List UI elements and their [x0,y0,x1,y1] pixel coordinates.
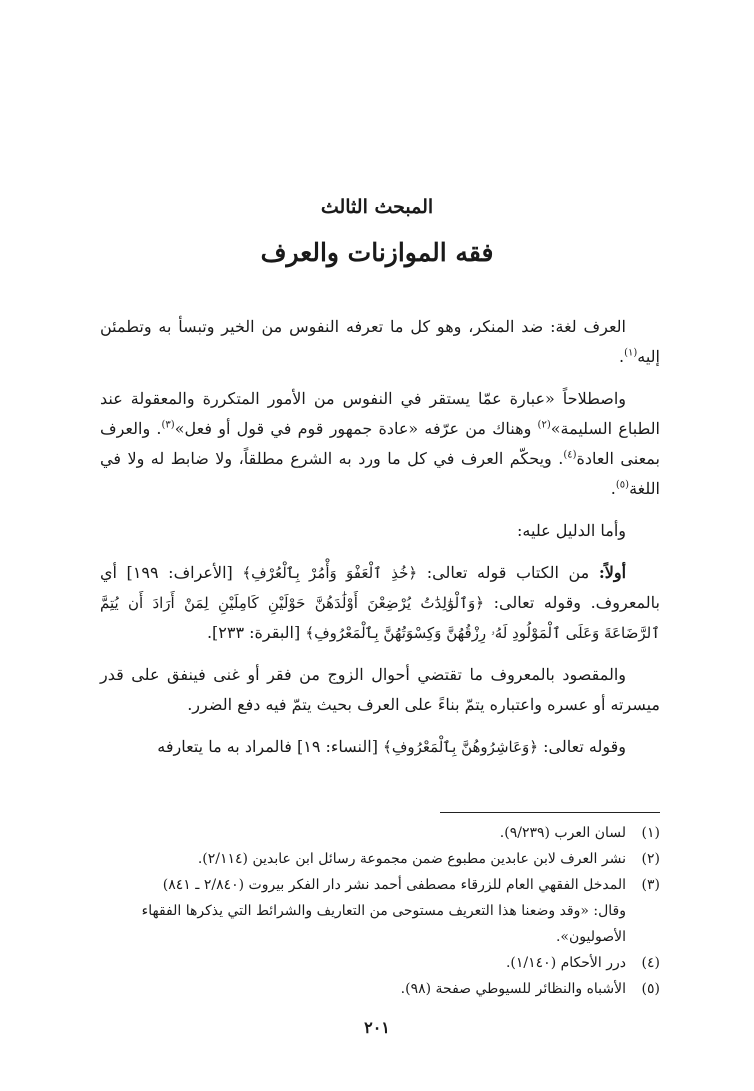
first-point-label: أولاً: [598,563,627,582]
footnote-ref: (٢) [537,419,551,431]
paragraph-evidence-quran: أولاً: من الكتاب قوله تعالى: ﴿خُذِ ٱلْعَفْوَ وَأْمُرْ بِٱلْعُرْفِ﴾ [الأعراف: ١٩٩] أي بالمعروف. وقوله تعالى: ﴿وَٱلْوَٰلِدَٰتُ يُرْضِعْنَ أَوْلَٰدَهُنَّ حَوْلَيْنِ كَامِلَيْنِ لِمَنْ أَرَادَ أَن يُتِمَّ ٱلرَّضَاعَةَ وَعَلَى ٱلْمَوْلُودِ لَهُۥ رِزْقُهُنَّ وَكِسْوَتُهُنَّ بِٱلْمَعْرُوفِ﴾ [البقرة: ٢٣٣]. [100,563,660,642]
quran-verse: ﴿وَٱلْوَٰلِدَٰتُ يُرْضِعْنَ أَوْلَٰدَهُنَّ حَوْلَيْنِ كَامِلَيْنِ لِمَنْ أَرَادَ أَن يُتِمَّ ٱلرَّضَاعَةَ وَعَلَى ٱلْمَوْلُودِ لَهُۥ رِزْقُهُنَّ وَكِسْوَتُهُنَّ بِٱلْمَعْرُوفِ﴾ [100,594,660,642]
body-text [100,312,660,774]
verse-citation: [الأعراف: ١٩٩] [116,563,243,582]
footnote-divider [440,812,660,813]
page-number: ٢٠١ [364,1018,390,1037]
footnotes [100,820,660,1002]
quran-verse: ﴿وَعَاشِرُوهُنَّ بِٱلْمَعْرُوفِ﴾ [383,738,539,756]
paragraph-definition-language: العرف لغة: ضد المنكر، وهو كل ما تعرفه النفوس من الخير وتبسأ به وتطمئن إليه$^{(١)}$. [100,317,660,366]
footnote-ref: (٣) [161,419,175,431]
footnote-ref: (١) [624,347,638,359]
verse-citation: [البقرة: ٢٣٣]. [206,623,306,642]
paragraph-explanation: والمقصود بالمعروف ما تقتضي أحوال الزوج من فقر أو غنى فينفق على قدر ميسرته أو عسره واعتباره يتمّ بناءً على العرف بحيث يتمّ فيه دفع الضرر. [100,665,660,714]
footnote-5: (٥) الأشباه والنظائر للسيوطي صفحة (٩٨). [400,981,660,997]
footnote-4: (٤) درر الأحكام (١/١٤٠). [505,955,660,971]
section-heading: المبحث الثالث [320,196,434,218]
chapter-title: فقه الموازنات والعرف [260,238,494,267]
paragraph-verse-nisa: وقوله تعالى: ﴿وَعَاشِرُوهُنَّ بِٱلْمَعْرُوفِ﴾ [النساء: ١٩] فالمراد به ما يتعارفه [157,737,626,756]
footnote-3: (٣) المدخل الفقهي العام للزرقاء مصطفى أحمد نشر دار الفكر بيروت (٢/٨٤٠ ـ ٨٤١) [162,877,660,893]
footnote-1: (١) لسان العرب (٩/٢٣٩). [499,825,660,841]
footnote-ref: (٤) [563,449,577,461]
paragraph-definition-term: واصطلاحاً «عبارة عمّا يستقر في النفوس من الأمور المتكررة والمعقولة عند الطباع السليمة»$^{(٢)}$ وهناك من عرّفه «عادة جمهور قوم في قول أو فعل»$^{(٣)}$. والعرف بمعنى العادة$^{(٤)}$. ويحكّم العرف في كل ما ورد به الشرع مطلقاً، ولا ضابط له ولا في اللغة$^{(٥)}$. [100,389,661,498]
footnote-ref: (٥) [615,479,630,491]
paragraph-evidence-intro: وأما الدليل عليه: [517,521,626,540]
footnote-3-continuation: وقال: «وقد وضعنا هذا التعريف مستوحى من التعاريف والشرائط التي يذكرها الفقهاء الأصوليون». [141,903,626,945]
quran-verse: ﴿خُذِ ٱلْعَفْوَ وَأْمُرْ بِٱلْعُرْفِ﴾ [242,564,418,582]
footnote-2: (٢) نشر العرف لابن عابدين مطبوع ضمن مجموعة رسائل ابن عابدين (٢/١١٤). [197,851,660,867]
